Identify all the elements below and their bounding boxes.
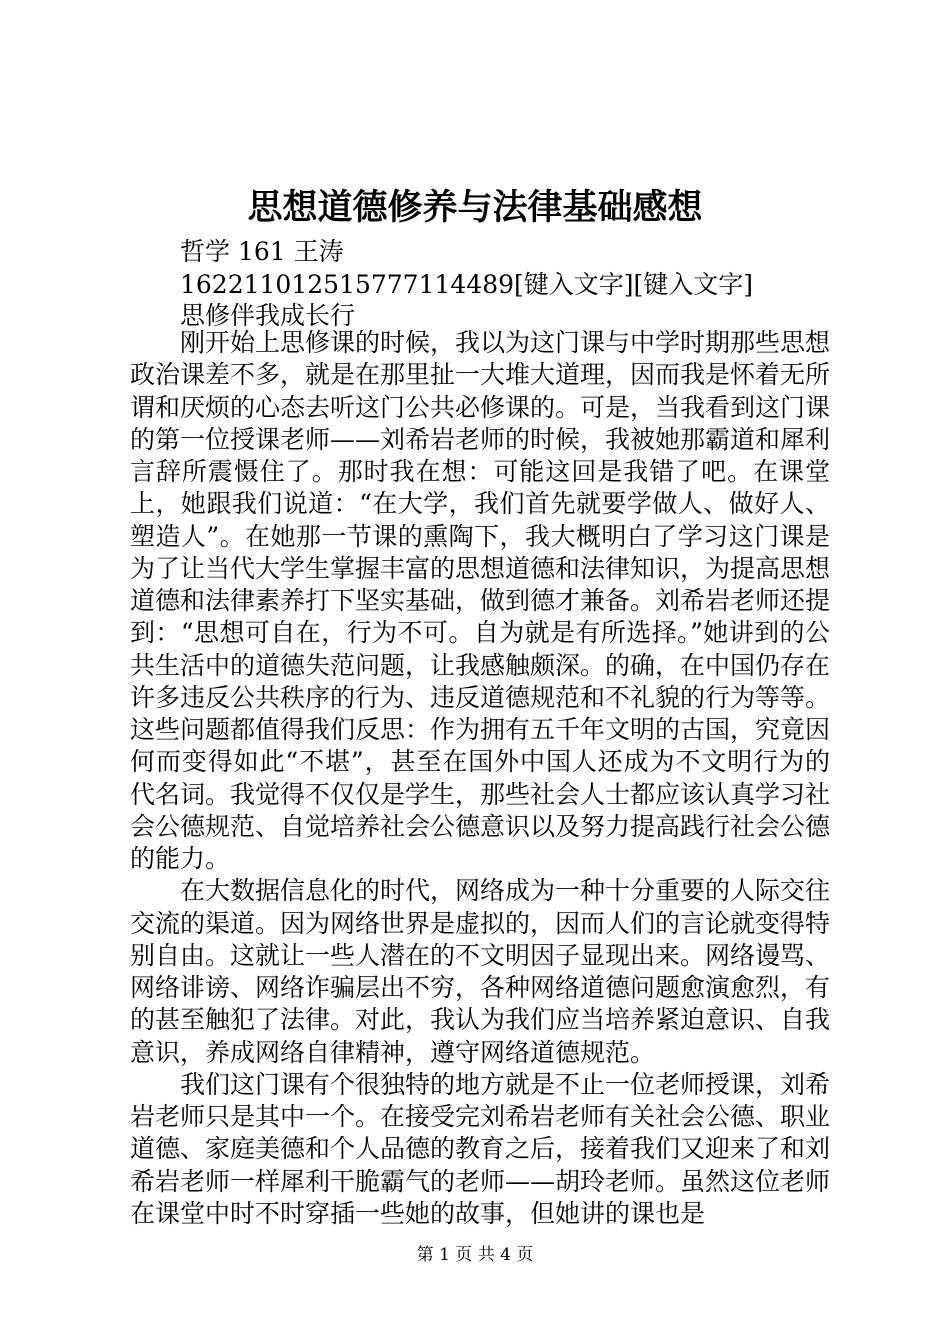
body-paragraph-1: 刚开始上思修课的时候，我以为这门课与中学时期那些思想政治课差不多，就是在那里扯一大堆大道理，因而我是怀着无所谓和厌烦的心态去听这门公共必修课的。可是，当我看到这门课的第一位授课老师——刘希岩老师的时候，我被她那霸道和犀利言辞所震慑住了。那时我在想：可能这回是我错了吧。在课堂上，她跟我们说道：“在大学，我们首先就要学做人、做好人、塑造人”。在她那一节课的熏陶下，我大概明白了学习这门课是为了让当代大学生掌握丰富的思想道德和法律知识，为提高思想道德和法律素养打下坚实基础，做到德才兼备。刘希岩老师还提到：“思想可自在，行为不可。自为就是有所选择。”她讲到的公共生活中的道德失范问题，让我感触颇深。的确，在中国仍存在许多违反公共秩序的行为、违反道德规范和不礼貌的行为等等。这些问题都值得我们反思：作为拥有五千年文明的古国，究竟因何而变得如此“不堪”，甚至在国外中国人还成为不文明行为的代名词。我觉得不仅仅是学生，那些社会人士都应该认真学习社会公德规范、自觉培养社会公德意识以及努力提高践行社会公德的能力。 xyxy=(130,328,831,873)
author-line: 哲学 161 王涛 xyxy=(180,237,344,266)
body-paragraph-2: 在大数据信息化的时代，网络成为一种十分重要的人际交往交流的渠道。因为网络世界是虚拟的，因而人们的言论就变得特别自由。这就让一些人潜在的不文明因子显现出来。网络谩骂、网络诽谤、网络诈骗层出不穷，各种网络道德问题愈演愈烈，有的甚至触犯了法律。对此，我认为我们应当培养紧迫意识、自我意识，养成网络自律精神，遵守网络道德规范。 xyxy=(130,876,831,1067)
page-footer: 第 1 页 共 4 页 xyxy=(416,1245,534,1265)
document-title: 思想道德修养与法律基础感想 xyxy=(247,187,703,228)
document-subtitle: 思修伴我成长行 xyxy=(180,301,356,330)
id-line: 16221101251577711448​9[键入文字][键入文字] xyxy=(180,270,754,299)
document-body xyxy=(130,327,830,1230)
body-paragraph-3: 我们这门课有个很独特的地方就是不止一位老师授课，刘希岩老师只是其中一个。在接受完刘希岩老师有关社会公德、职业道德、家庭美德和个人品德的教育之后，接着我们又迎来了和刘希岩老师一样犀利干脆霸气的老师——胡玲老师。虽然这位老师在课堂中时不时穿插一些她的故事，但她讲的课也是 xyxy=(130,1069,831,1228)
